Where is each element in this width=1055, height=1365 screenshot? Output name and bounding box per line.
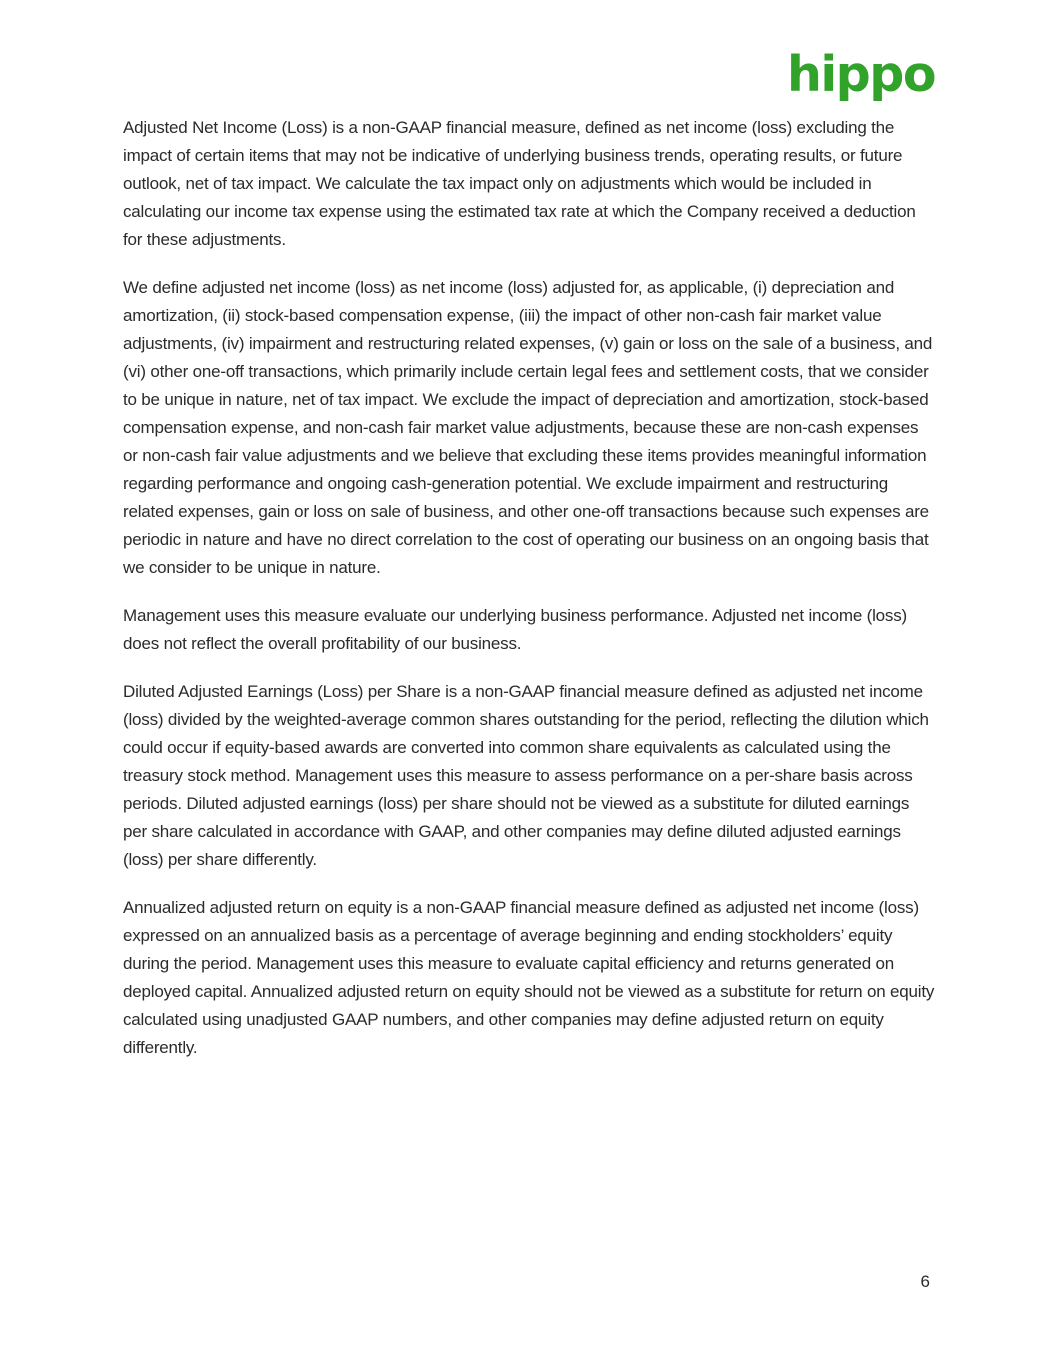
paragraph-diluted-adjusted-eps: Diluted Adjusted Earnings (Loss) per Share is a non-GAAP financial measure defined as adjusted net income (loss) divided by the weighted-average common shares outstanding for the period, reflecting the dilution which could occur if equity-based awards are converted into common share equivalents as calculated using the treasury stock method. Management uses this measure to assess performance on a per-share basis across periods. Diluted adjusted earnings (loss) per share should not be viewed as a substitute for diluted earnings per share calculated in accordance with GAAP, and other companies may define diluted adjusted earnings (loss) per share differently. (123, 682, 929, 869)
page-number: 6 (920, 1272, 930, 1291)
hippo-logo: hippo (787, 46, 935, 103)
document-body (123, 114, 935, 1082)
paragraph-management-use: Management uses this measure evaluate our underlying business performance. Adjusted net income (loss) does not reflect the overall profitability of our business. (123, 606, 907, 653)
paragraph-annualized-adjusted-roe: Annualized adjusted return on equity is a non-GAAP financial measure defined as adjusted net income (loss) expressed on an annualized basis as a percentage of average beginning and ending stockholders’ equity during the period. Management uses this measure to evaluate capital efficiency and returns generated on deployed capital. Annualized adjusted return on equity should not be viewed as a substitute for return on equity calculated using unadjusted GAAP numbers, and other companies may define adjusted return on equity differently. (123, 898, 935, 1057)
paragraph-adjusted-net-income-components: We define adjusted net income (loss) as net income (loss) adjusted for, as applicable, (i) depreciation and amortization, (ii) stock-based compensation expense, (iii) the impact of other non-cash fair market value adjustments, (iv) impairment and restructuring related expenses, (v) gain or loss on the sale of a business, and (vi) other one-off transactions, which primarily include certain legal fees and settlement costs, that we consider to be unique in nature, net of tax impact. We exclude the impact of depreciation and amortization, stock-based compensation expense, and non-cash fair market value adjustments, because these are non-cash expenses or non-cash fair value adjustments and we believe that excluding these items provides meaningful information regarding performance and ongoing cash-generation potential. We exclude impairment and restructuring related expenses, gain or loss on sale of business, and other one-off transactions because such expenses are periodic in nature and have no direct correlation to the cost of operating our business on an ongoing basis that we consider to be unique in nature. (123, 278, 933, 577)
paragraph-adjusted-net-income-definition: Adjusted Net Income (Loss) is a non-GAAP financial measure, defined as net income (loss) excluding the impact of certain items that may not be indicative of underlying business trends, operating results, or future outlook, net of tax impact. We calculate the tax impact only on adjustments which would be included in calculating our income tax expense using the estimated tax rate at which the Company received a deduction for these adjustments. (123, 118, 916, 249)
